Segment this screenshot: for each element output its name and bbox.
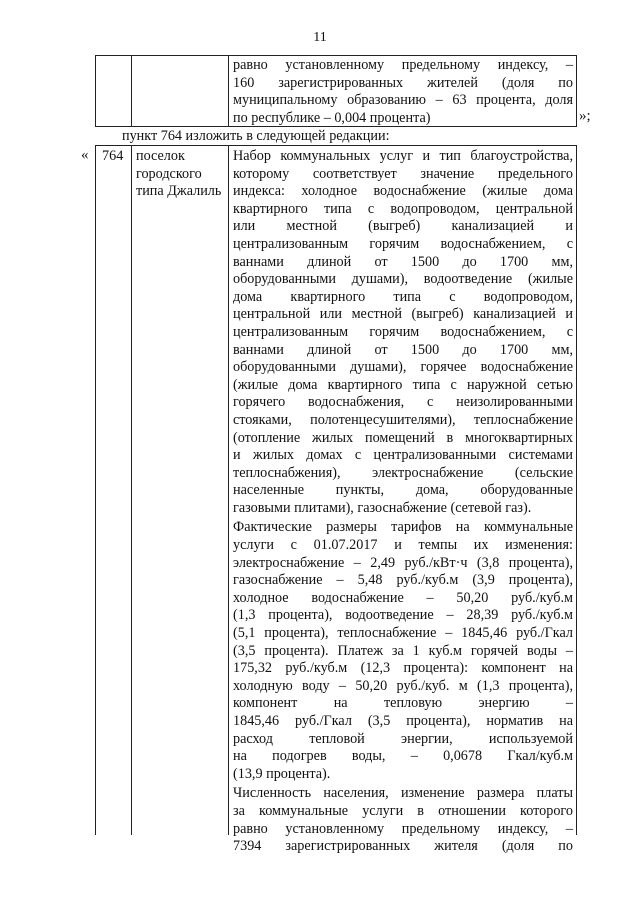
closing-quote-mark: »; bbox=[579, 108, 591, 124]
settlement-line: типа Джалиль bbox=[136, 183, 222, 200]
text-line: дома квартирного типа с водопроводом, bbox=[233, 288, 573, 305]
text-line: индекса: холодное водоснабжение (жилые дома bbox=[233, 183, 573, 200]
text-line: газоснабжение – 5,48 руб./куб.м (3,9 процента), bbox=[233, 572, 573, 589]
text-line: населенные пункты, дома, оборудованные bbox=[233, 482, 573, 499]
paragraph-population bbox=[233, 785, 573, 855]
text-line: Численность населения, изменение размера платы bbox=[233, 785, 573, 802]
text-line: горячего водоснабжения, с неизолированными bbox=[233, 394, 573, 411]
opening-quote-mark: « bbox=[81, 147, 89, 163]
text-line: компонент на тепловую энергию – bbox=[233, 695, 573, 712]
text-line: по республике – 0,004 процента) bbox=[233, 109, 431, 126]
text-line: электроснабжение – 2,49 руб./кВт·ч (3,8 процента), bbox=[233, 554, 573, 571]
text-line: за коммунальные услуги в отношении которого bbox=[233, 802, 573, 819]
text-line: холодное водоснабжение – 50,20 руб./куб.м bbox=[233, 589, 573, 606]
text-line: услуги с 01.07.2017 и темпы их изменения: bbox=[233, 537, 573, 554]
text-line: которому соответствует значение предельного bbox=[233, 165, 573, 182]
text-line: центральной или местной (выгреб) канализацией и bbox=[233, 306, 573, 323]
text-line: теплоснабжения), электроснабжение (сельские bbox=[233, 464, 573, 481]
text-line: равно установленному предельному индексу, – bbox=[233, 57, 573, 73]
paragraph-tariffs bbox=[233, 519, 573, 783]
prev-row-text bbox=[233, 57, 573, 127]
row-number: 764 bbox=[102, 148, 124, 164]
text-line: ваннами длиной от 1500 до 1700 мм, bbox=[233, 341, 573, 358]
text-line: или местной (выгреб) канализацией и bbox=[233, 218, 573, 235]
settlement-line: городского bbox=[136, 165, 202, 182]
text-line: Фактические размеры тарифов на коммунальные bbox=[233, 519, 573, 536]
instruction-text: пункт 764 изложить в следующей редакции: bbox=[122, 128, 390, 144]
text-line: централизованным горячим водоснабжением, с bbox=[233, 235, 573, 252]
text-line: газовыми плитами), газоснабжение (сетевой газ). bbox=[233, 499, 532, 516]
page-number: 11 bbox=[313, 30, 327, 45]
text-line: Набор коммунальных услуг и тип благоустройства, bbox=[233, 148, 573, 164]
text-line: 160 зарегистрированных жителей (доля по bbox=[233, 74, 573, 91]
text-line: ваннами длиной от 1500 до 1700 мм, bbox=[233, 253, 573, 270]
text-line: расход тепловой энергии, используемой bbox=[233, 730, 573, 747]
description-cell bbox=[233, 148, 573, 856]
paragraph-utilities bbox=[233, 148, 573, 517]
text-line: (5,1 процента), теплоснабжение – 1845,46 руб./Гкал bbox=[233, 625, 573, 642]
text-line: на подогрев воды, – 0,0678 Гкал/куб.м bbox=[233, 748, 573, 765]
text-line: холодную воду – 50,20 руб./куб. м (1,3 процента), bbox=[233, 677, 573, 694]
text-line: стояками, полотенцесушителями), теплоснабжение bbox=[233, 411, 573, 428]
settlement-line: поселок bbox=[136, 148, 185, 164]
text-line: 1845,46 руб./Гкал (3,5 процента), норматив на bbox=[233, 713, 573, 729]
settlement-name bbox=[136, 148, 228, 201]
text-line: 7394 зарегистрированных жителя (доля по bbox=[233, 838, 573, 855]
text-line: муниципальному образованию – 63 процента, доля bbox=[233, 92, 573, 109]
text-line: (3,5 процента). Платеж за 1 куб.м горячей воды – bbox=[233, 642, 573, 659]
text-line: квартирного типа с водопроводом, центральной bbox=[233, 200, 573, 217]
text-line: равно установленному предельному индексу, – bbox=[233, 820, 573, 837]
text-line: оборудованными душами), водоотведение (жилые bbox=[233, 271, 573, 288]
text-line: (13,9 процента). bbox=[233, 765, 331, 782]
text-line: оборудованными душами), горячее водоснабжение bbox=[233, 359, 573, 376]
text-line: (отопление жилых помещений в многоквартирных bbox=[233, 429, 573, 446]
text-line: и жилых домах с централизованными системами bbox=[233, 447, 573, 464]
text-line: (1,3 процента), водоотведение – 28,39 руб./куб.м bbox=[233, 607, 573, 624]
text-line: 175,32 руб./куб.м (12,3 процента): компонент на bbox=[233, 660, 573, 677]
text-line: централизованным горячим водоснабжением, с bbox=[233, 323, 573, 340]
text-line: (жилые дома квартирного типа с наружной сетью bbox=[233, 376, 573, 393]
